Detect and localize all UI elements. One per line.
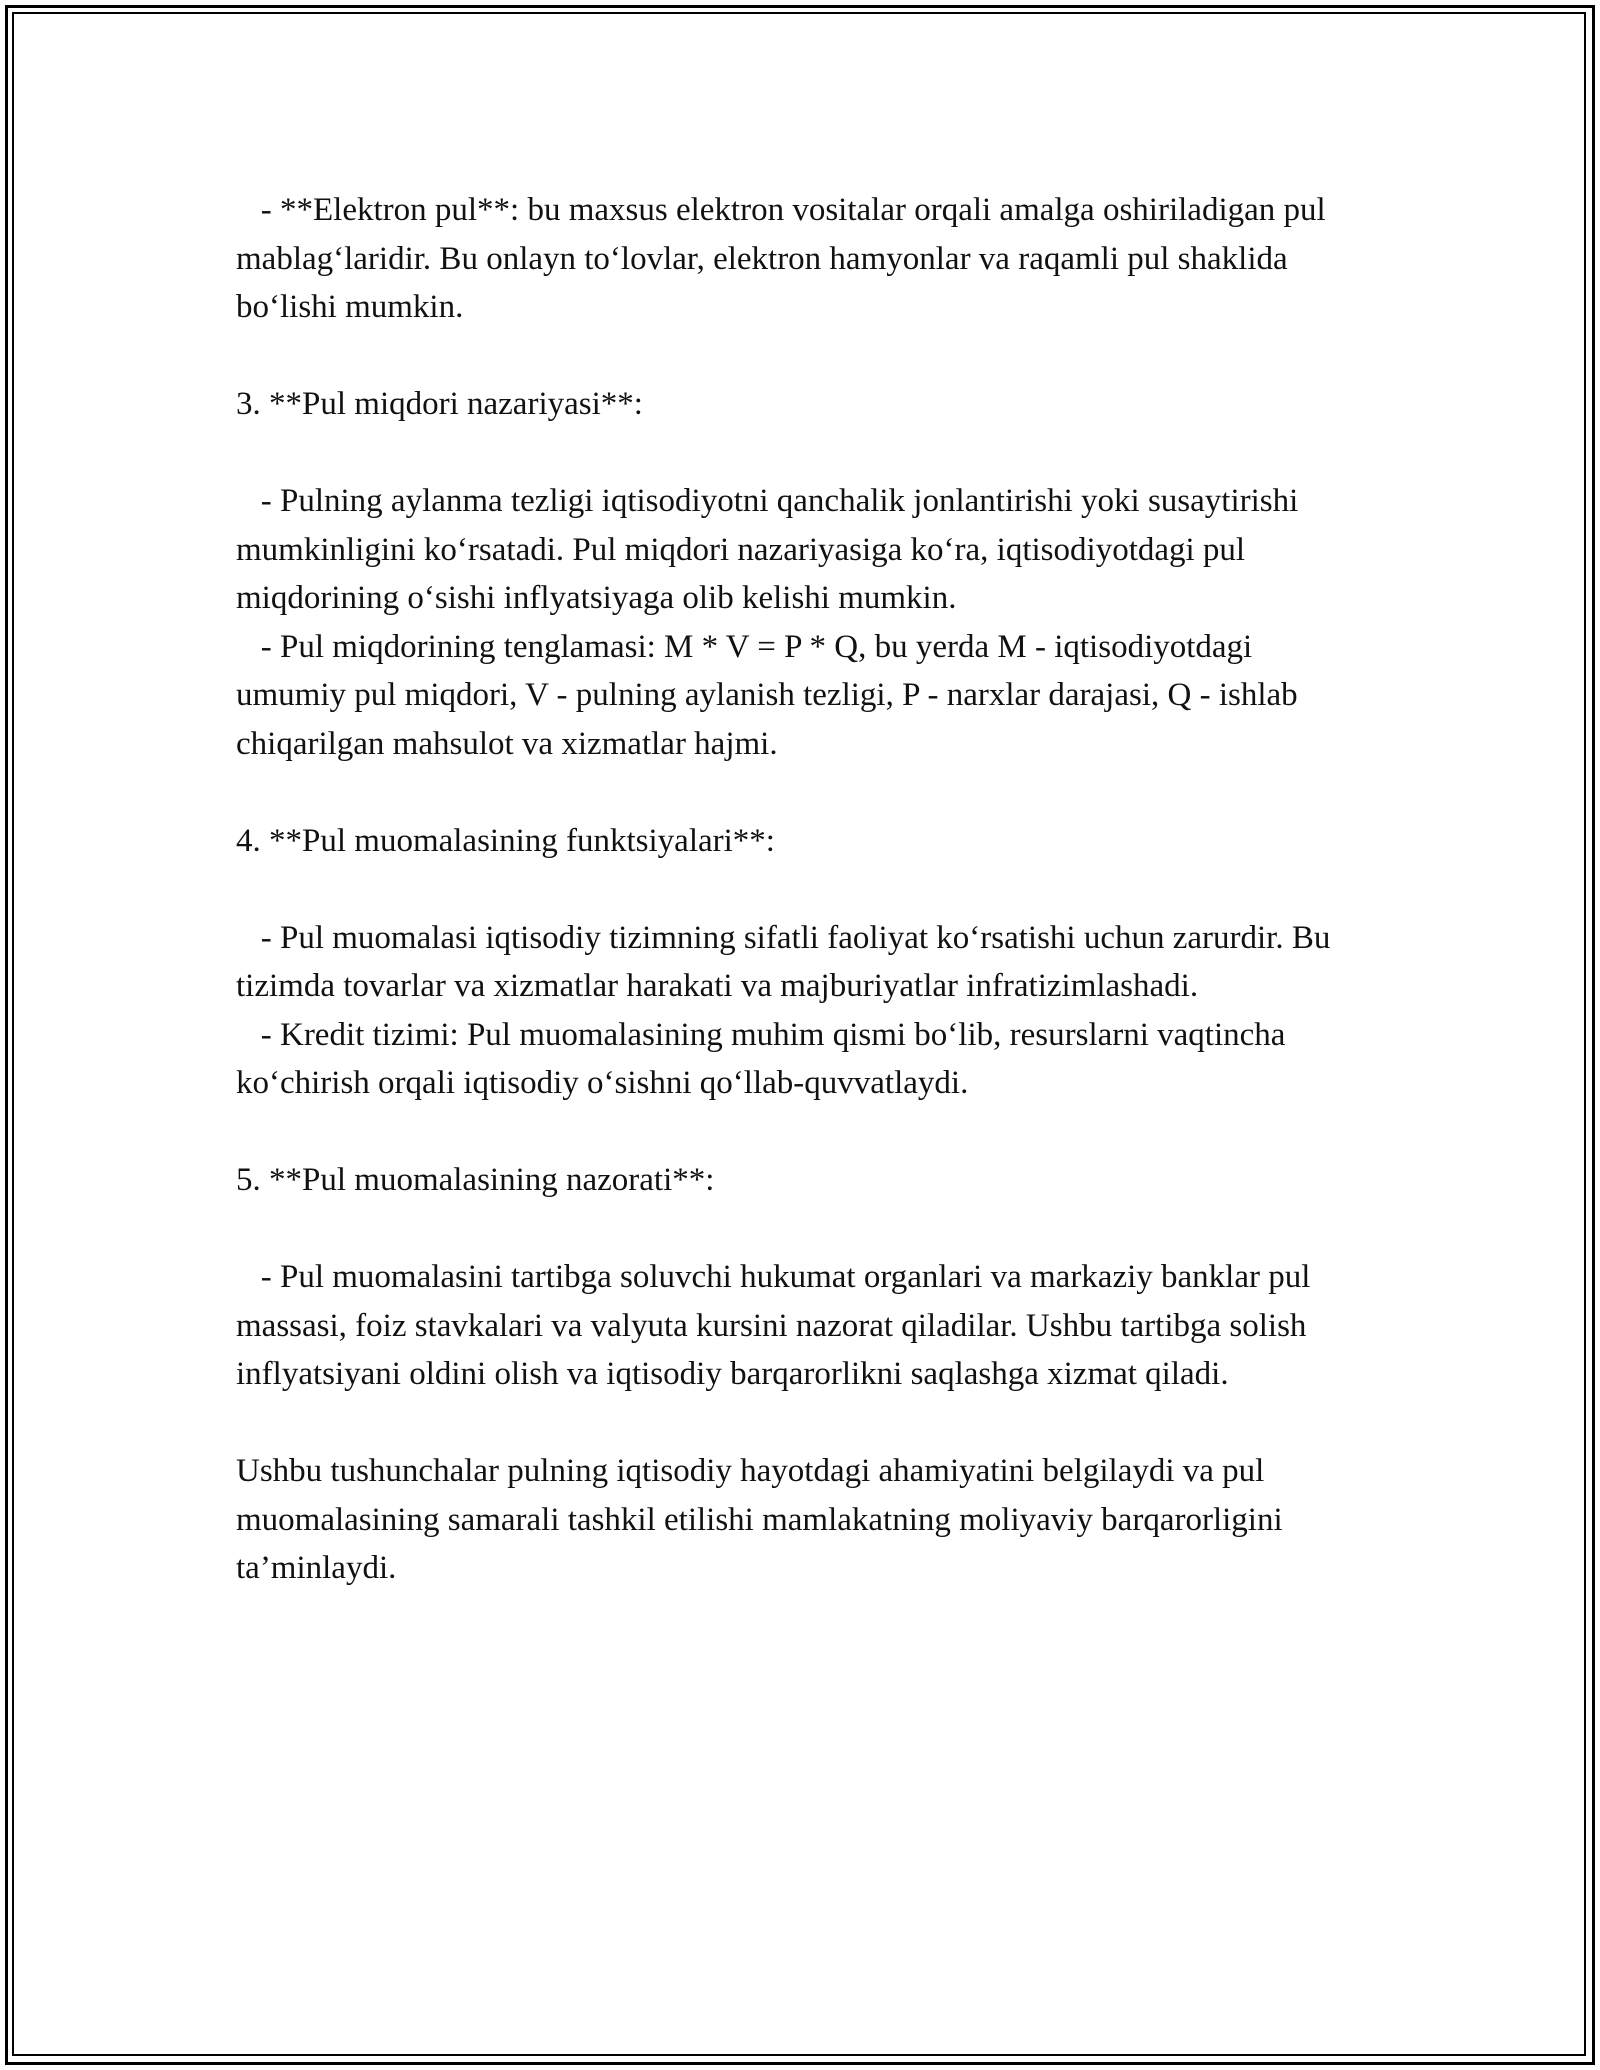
section-heading-3: 3. **Pul miqdori nazariyasi**: [236, 386, 643, 422]
paragraph-electron-pul: - **Elektron pul**: bu maxsus elektron vositalar orqali amalga oshiriladigan pul mablag‘laridir. Bu onlayn to‘lovlar, elektron hamyonlar va raqamli pul shaklida bo‘lishi mumkin. [236, 192, 1334, 325]
paragraph-gap [236, 1108, 1366, 1157]
list-item-4b: - Kredit tizimi: Pul muomalasining muhim qismi bo‘lib, resurslarni vaqtincha ko‘chirish orqali iqtisodiy o‘sishni qo‘llab-quvvatlaydi. [236, 1016, 1294, 1101]
document-body [236, 186, 1366, 1593]
list-item-3b: - Pul miqdorining tenglamasi: M * V = P * Q, bu yerda M - iqtisodiyotdagi umumiy pul miqdori, V - pulning aylanish tezligi, P - narxlar darajasi, Q - ishlab chiqarilgan mahsulot va xizmatlar hajmi. [236, 628, 1306, 762]
paragraph-gap [236, 865, 1366, 914]
section-heading-4: 4. **Pul muomalasining funktsiyalari**: [236, 822, 775, 859]
section-heading-5: 5. **Pul muomalasining nazorati**: [236, 1162, 715, 1198]
paragraph-gap [236, 332, 1366, 381]
paragraph-gap [236, 429, 1366, 478]
paragraph-gap [236, 1205, 1366, 1254]
conclusion-paragraph: Ushbu tushunchalar pulning iqtisodiy hayotdagi ahamiyatini belgilaydi va pul muomalasining samarali tashkil etilishi mamlakatning moliyaviy barqarorligini ta’minlaydi. [236, 1453, 1291, 1586]
list-item-5a: - Pul muomalasini tartibga soluvchi hukumat organlari va markaziy banklar pul massasi, foiz stavkalari va valyuta kursini nazorat qiladilar. Ushbu tartibga solish inflyatsiyani oldini olish va iqtisodiy barqarorlikni saqlashga xizmat qiladi. [236, 1259, 1319, 1392]
list-item-3a: - Pulning aylanma tezligi iqtisodiyotni qanchalik jonlantirishi yoki susaytirishi mumkinligini ko‘rsatadi. Pul miqdori nazariyasiga ko‘ra, iqtisodiyotdagi pul miqdorining o‘sishi inflyatsiyaga olib kelishi mumkin. [236, 483, 1307, 616]
paragraph-gap [236, 1399, 1366, 1448]
list-item-4a: - Pul muomalasi iqtisodiy tizimning sifatli faoliyat ko‘rsatishi uchun zarurdir. Bu tizimda tovarlar va xizmatlar harakati va majburiyatlar infratizimlashadi. [236, 919, 1339, 1004]
paragraph-gap [236, 768, 1366, 817]
